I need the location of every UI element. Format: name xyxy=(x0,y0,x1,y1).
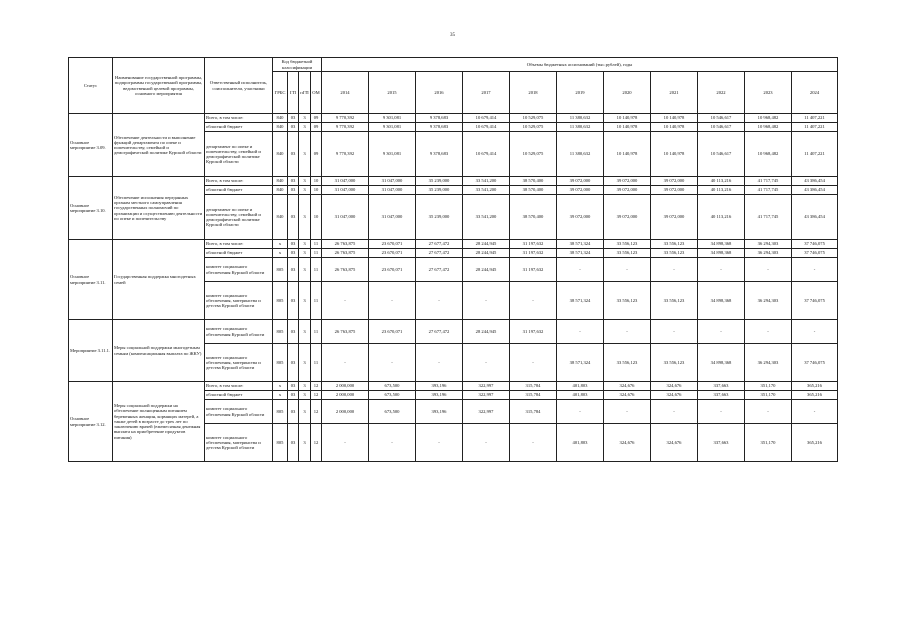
code-cell: 03 xyxy=(288,424,299,462)
value-cell: 365,216 xyxy=(792,382,838,391)
value-cell: - xyxy=(510,424,557,462)
code-cell: 805 xyxy=(273,282,288,320)
code-cell: 11 xyxy=(311,258,322,282)
code-cell: 11 xyxy=(311,344,322,382)
value-cell: 40 113,216 xyxy=(698,177,745,186)
value-cell: 10 679,414 xyxy=(463,132,510,177)
value-cell: - xyxy=(698,320,745,344)
value-cell: 9 378,683 xyxy=(416,123,463,132)
value-cell: 36 294,303 xyxy=(745,344,792,382)
value-cell: - xyxy=(792,258,838,282)
value-cell: 9 378,683 xyxy=(416,114,463,123)
value-cell: 31 047,000 xyxy=(369,177,416,186)
value-cell: 401,803 xyxy=(557,382,604,391)
code-cell: 3 xyxy=(299,132,311,177)
value-cell: 393,196 xyxy=(416,382,463,391)
value-cell: - xyxy=(745,320,792,344)
value-cell: 324,676 xyxy=(651,391,698,400)
value-cell: 23 670,071 xyxy=(369,240,416,249)
value-cell: 11 407,221 xyxy=(792,114,838,123)
value-cell: 43 386,454 xyxy=(792,195,838,240)
value-cell: 401,803 xyxy=(557,391,604,400)
value-cell: 322,997 xyxy=(463,391,510,400)
value-cell: 35 239,000 xyxy=(416,186,463,195)
value-cell: 35 239,000 xyxy=(416,195,463,240)
value-cell: 39 072,000 xyxy=(604,177,651,186)
value-cell: 393,196 xyxy=(416,391,463,400)
code-cell: 805 xyxy=(273,258,288,282)
value-cell: 10 679,414 xyxy=(463,123,510,132)
value-cell: - xyxy=(510,282,557,320)
executor-cell: комитет социального обеспечения Курской области xyxy=(205,258,273,282)
program-name-cell: Обеспечение деятельности и выполнение функций департамента по опеке и попечительству, семейной и демографической политике Курской области xyxy=(113,114,205,177)
page-number: 35 xyxy=(450,33,455,38)
header-year: 2024 xyxy=(792,72,838,114)
header-executor: Ответственный исполнитель, соисполнители, участники xyxy=(205,58,273,114)
value-cell: 40 113,216 xyxy=(698,186,745,195)
code-cell: 03 xyxy=(288,382,299,391)
value-cell: 37 746,075 xyxy=(792,240,838,249)
code-cell: 3 xyxy=(299,282,311,320)
header-status: Статус xyxy=(69,58,113,114)
value-cell: - xyxy=(416,344,463,382)
program-name-cell: Меры социальной поддержки на обеспечение полноценным питанием беременных женщин, кормящих матерей, а также детей в возрасте до трех лет по заключению врачей (ежемесячная денежная выплата на приобретение продуктов питания) xyxy=(113,382,205,462)
value-cell: 38 571,324 xyxy=(557,240,604,249)
header-year: 2021 xyxy=(651,72,698,114)
program-name-cell: Государственная поддержка многодетных семей xyxy=(113,240,205,320)
value-cell: 39 072,000 xyxy=(651,177,698,186)
code-cell: 10 xyxy=(311,195,322,240)
value-cell: 2 000,000 xyxy=(322,400,369,424)
budget-table xyxy=(68,57,838,462)
header-volumes: Объемы бюджетных ассигнований (тыс.рублей), годы xyxy=(322,58,838,72)
value-cell: 673,500 xyxy=(369,400,416,424)
value-cell: - xyxy=(463,344,510,382)
value-cell: 37 746,075 xyxy=(792,282,838,320)
header-year: 2022 xyxy=(698,72,745,114)
code-cell: 03 xyxy=(288,240,299,249)
value-cell: - xyxy=(604,258,651,282)
code-cell: 03 xyxy=(288,320,299,344)
table-row xyxy=(69,177,838,186)
code-cell: 03 xyxy=(288,177,299,186)
value-cell: 11 407,221 xyxy=(792,123,838,132)
code-cell: 3 xyxy=(299,391,311,400)
table-row xyxy=(69,320,838,344)
value-cell: 26 763,875 xyxy=(322,320,369,344)
value-cell: 10 529,075 xyxy=(510,132,557,177)
value-cell: - xyxy=(698,400,745,424)
value-cell: 322,997 xyxy=(463,382,510,391)
code-cell: 840 xyxy=(273,177,288,186)
value-cell: 34 898,368 xyxy=(698,282,745,320)
value-cell: - xyxy=(792,400,838,424)
value-cell: 28 244,945 xyxy=(463,258,510,282)
program-name-cell: Меры социальной поддержки многодетным семьям (компенсационная выплата по ЖКУ) xyxy=(113,320,205,382)
value-cell: 26 763,875 xyxy=(322,249,369,258)
code-cell: 11 xyxy=(311,249,322,258)
value-cell: 351,170 xyxy=(745,382,792,391)
value-cell: 38 571,324 xyxy=(557,282,604,320)
value-cell: 11 380,632 xyxy=(557,114,604,123)
header-code-4: ОМ xyxy=(311,72,322,114)
status-cell: Мероприятие 3.11.1. xyxy=(69,320,113,382)
value-cell: 38 571,324 xyxy=(557,344,604,382)
value-cell: 10 140,978 xyxy=(651,132,698,177)
table-row xyxy=(69,114,838,123)
value-cell: 34 898,368 xyxy=(698,249,745,258)
program-name-cell: Обеспечение исполнения переданных органам местного самоуправления государственных полномочий по организации и осуществлению деятельности по опеке и попечительству xyxy=(113,177,205,240)
value-cell: 11 407,221 xyxy=(792,132,838,177)
value-cell: 10 140,978 xyxy=(604,132,651,177)
value-cell: 10 546,617 xyxy=(698,132,745,177)
code-cell: 840 xyxy=(273,195,288,240)
value-cell: 365,216 xyxy=(792,391,838,400)
code-cell: 3 xyxy=(299,344,311,382)
value-cell: 38 570,400 xyxy=(510,177,557,186)
value-cell: - xyxy=(651,320,698,344)
value-cell: 37 746,075 xyxy=(792,249,838,258)
header-code-3: пГП xyxy=(299,72,311,114)
value-cell: 33 556,123 xyxy=(604,282,651,320)
value-cell: 33 541,200 xyxy=(463,195,510,240)
value-cell: 2 000,000 xyxy=(322,391,369,400)
value-cell: 9 301,081 xyxy=(369,132,416,177)
value-cell: - xyxy=(557,258,604,282)
executor-cell: областной бюджет xyxy=(205,249,273,258)
value-cell: 324,676 xyxy=(651,424,698,462)
executor-cell: департамент по опеке и попечительству, семейной и демографической политике Курской области xyxy=(205,195,273,240)
value-cell: - xyxy=(604,400,651,424)
value-cell: 10 546,617 xyxy=(698,114,745,123)
code-cell: 3 xyxy=(299,195,311,240)
value-cell: 31 047,000 xyxy=(322,186,369,195)
value-cell: 38 571,324 xyxy=(557,249,604,258)
executor-cell: областной бюджет xyxy=(205,391,273,400)
code-cell: 840 xyxy=(273,132,288,177)
code-cell: 3 xyxy=(299,258,311,282)
status-cell: Основное мероприятие 3.09. xyxy=(69,114,113,177)
code-cell: 03 xyxy=(288,186,299,195)
header-year: 2019 xyxy=(557,72,604,114)
code-cell: 03 xyxy=(288,400,299,424)
value-cell: 9 770,392 xyxy=(322,114,369,123)
value-cell: 10 968,482 xyxy=(745,114,792,123)
value-cell: - xyxy=(322,424,369,462)
header-code-1: ГРБС xyxy=(273,72,288,114)
value-cell: 337,663 xyxy=(698,382,745,391)
value-cell: 27 677,472 xyxy=(416,240,463,249)
value-cell: - xyxy=(463,282,510,320)
value-cell: - xyxy=(651,400,698,424)
value-cell: 33 556,123 xyxy=(604,249,651,258)
value-cell: 10 968,482 xyxy=(745,132,792,177)
code-cell: 03 xyxy=(288,123,299,132)
value-cell: 324,676 xyxy=(604,382,651,391)
value-cell: 9 301,081 xyxy=(369,114,416,123)
code-cell: 11 xyxy=(311,240,322,249)
value-cell: - xyxy=(416,282,463,320)
value-cell: 10 546,617 xyxy=(698,123,745,132)
value-cell: 39 072,000 xyxy=(557,177,604,186)
value-cell: 337,663 xyxy=(698,391,745,400)
value-cell: 28 244,945 xyxy=(463,240,510,249)
value-cell: 33 556,123 xyxy=(651,249,698,258)
value-cell: 28 244,945 xyxy=(463,320,510,344)
executor-cell: Всего, в том числе: xyxy=(205,177,273,186)
code-cell: 12 xyxy=(311,382,322,391)
value-cell: 10 679,414 xyxy=(463,114,510,123)
value-cell: 10 140,978 xyxy=(604,123,651,132)
value-cell: 27 677,472 xyxy=(416,249,463,258)
value-cell: - xyxy=(322,282,369,320)
value-cell: 36 294,303 xyxy=(745,249,792,258)
value-cell: 31 197,632 xyxy=(510,249,557,258)
executor-cell: Всего, в том числе: xyxy=(205,114,273,123)
value-cell: 34 898,368 xyxy=(698,240,745,249)
code-cell: 840 xyxy=(273,186,288,195)
value-cell: 10 529,075 xyxy=(510,114,557,123)
value-cell: 351,170 xyxy=(745,424,792,462)
value-cell: - xyxy=(698,258,745,282)
value-cell: 23 670,071 xyxy=(369,258,416,282)
value-cell: 35 239,000 xyxy=(416,177,463,186)
value-cell: 31 047,000 xyxy=(369,195,416,240)
header-year: 2017 xyxy=(463,72,510,114)
code-cell: 3 xyxy=(299,400,311,424)
code-cell: 12 xyxy=(311,400,322,424)
code-cell: 11 xyxy=(311,320,322,344)
code-cell: 03 xyxy=(288,258,299,282)
code-cell: х xyxy=(273,391,288,400)
value-cell: 39 072,000 xyxy=(604,195,651,240)
code-cell: 840 xyxy=(273,114,288,123)
code-cell: 12 xyxy=(311,424,322,462)
code-cell: х xyxy=(273,382,288,391)
code-cell: 805 xyxy=(273,424,288,462)
code-cell: 03 xyxy=(288,391,299,400)
value-cell: 39 072,000 xyxy=(651,186,698,195)
value-cell: 31 047,000 xyxy=(322,195,369,240)
value-cell: 43 386,454 xyxy=(792,177,838,186)
value-cell: 39 072,000 xyxy=(651,195,698,240)
value-cell: 39 072,000 xyxy=(557,186,604,195)
code-cell: 09 xyxy=(311,123,322,132)
value-cell: 26 763,875 xyxy=(322,258,369,282)
value-cell: - xyxy=(792,320,838,344)
executor-cell: департамент по опеке и попечительству, семейной и демографической политике Курской области xyxy=(205,132,273,177)
code-cell: 03 xyxy=(288,344,299,382)
value-cell: 673,500 xyxy=(369,382,416,391)
value-cell: 31 197,632 xyxy=(510,258,557,282)
value-cell: 315,784 xyxy=(510,400,557,424)
code-cell: х xyxy=(273,249,288,258)
code-cell: 09 xyxy=(311,132,322,177)
code-cell: 03 xyxy=(288,195,299,240)
value-cell: - xyxy=(557,320,604,344)
status-cell: Основное мероприятие 3.12. xyxy=(69,382,113,462)
value-cell: 11 380,632 xyxy=(557,132,604,177)
header-year: 2020 xyxy=(604,72,651,114)
value-cell: 673,500 xyxy=(369,391,416,400)
value-cell: - xyxy=(745,258,792,282)
header-year: 2015 xyxy=(369,72,416,114)
value-cell: 324,676 xyxy=(651,382,698,391)
value-cell: 9 770,392 xyxy=(322,123,369,132)
code-cell: 3 xyxy=(299,424,311,462)
value-cell: 28 244,945 xyxy=(463,249,510,258)
value-cell: 33 556,123 xyxy=(651,240,698,249)
value-cell: 10 140,978 xyxy=(651,114,698,123)
header-year: 2023 xyxy=(745,72,792,114)
executor-cell: Всего, в том числе: xyxy=(205,240,273,249)
code-cell: 12 xyxy=(311,391,322,400)
value-cell: 33 541,200 xyxy=(463,177,510,186)
value-cell: 33 541,200 xyxy=(463,186,510,195)
value-cell: 322,997 xyxy=(463,400,510,424)
value-cell: 27 677,472 xyxy=(416,320,463,344)
executor-cell: комитет социального обеспечения Курской области xyxy=(205,320,273,344)
status-cell: Основное мероприятие 3.10. xyxy=(69,177,113,240)
value-cell: 33 556,123 xyxy=(651,282,698,320)
executor-cell: комитет социального обеспечения, материнства и детства Курской области xyxy=(205,424,273,462)
header-name: Наименование государственной программы, подпрограммы государственной программы, ведомственной целевой программы, основного мероприятия xyxy=(113,58,205,114)
code-cell: 3 xyxy=(299,186,311,195)
value-cell: 37 746,075 xyxy=(792,344,838,382)
value-cell: 337,663 xyxy=(698,424,745,462)
value-cell: 34 898,368 xyxy=(698,344,745,382)
code-cell: 3 xyxy=(299,249,311,258)
executor-cell: комитет социального обеспечения, материнства и детства Курской области xyxy=(205,344,273,382)
code-cell: 805 xyxy=(273,400,288,424)
value-cell: 315,784 xyxy=(510,382,557,391)
code-cell: 03 xyxy=(288,249,299,258)
value-cell: 43 386,454 xyxy=(792,186,838,195)
value-cell: 10 140,978 xyxy=(604,114,651,123)
status-cell: Основное мероприятие 3.11. xyxy=(69,240,113,320)
code-cell: 03 xyxy=(288,282,299,320)
value-cell: 324,676 xyxy=(604,424,651,462)
value-cell: 365,216 xyxy=(792,424,838,462)
code-cell: 11 xyxy=(311,282,322,320)
table-row xyxy=(69,240,838,249)
value-cell: 36 294,303 xyxy=(745,282,792,320)
code-cell: 03 xyxy=(288,132,299,177)
code-cell: х xyxy=(273,240,288,249)
value-cell: - xyxy=(604,320,651,344)
value-cell: 393,196 xyxy=(416,400,463,424)
code-cell: 10 xyxy=(311,177,322,186)
value-cell: 26 763,875 xyxy=(322,240,369,249)
value-cell: 33 556,123 xyxy=(604,240,651,249)
value-cell: 39 072,000 xyxy=(604,186,651,195)
value-cell: 31 047,000 xyxy=(322,177,369,186)
executor-cell: комитет социального обеспечения Курской области xyxy=(205,400,273,424)
code-cell: 3 xyxy=(299,240,311,249)
value-cell: 41 717,745 xyxy=(745,186,792,195)
value-cell: - xyxy=(416,424,463,462)
code-cell: 805 xyxy=(273,320,288,344)
value-cell: - xyxy=(651,258,698,282)
value-cell: 39 072,000 xyxy=(557,195,604,240)
value-cell: 31 197,632 xyxy=(510,320,557,344)
value-cell: - xyxy=(463,424,510,462)
value-cell: 41 717,745 xyxy=(745,195,792,240)
value-cell: 324,676 xyxy=(604,391,651,400)
value-cell: 9 301,081 xyxy=(369,123,416,132)
code-cell: 3 xyxy=(299,114,311,123)
value-cell: - xyxy=(369,344,416,382)
header-year: 2014 xyxy=(322,72,369,114)
value-cell: 27 677,472 xyxy=(416,258,463,282)
code-cell: 09 xyxy=(311,114,322,123)
value-cell: 33 556,123 xyxy=(651,344,698,382)
value-cell: - xyxy=(322,344,369,382)
value-cell: 33 556,123 xyxy=(604,344,651,382)
value-cell: 11 380,632 xyxy=(557,123,604,132)
value-cell: 10 140,978 xyxy=(651,123,698,132)
value-cell: 315,784 xyxy=(510,391,557,400)
value-cell: 2 000,000 xyxy=(322,382,369,391)
code-cell: 3 xyxy=(299,382,311,391)
value-cell: 401,803 xyxy=(557,424,604,462)
code-cell: 10 xyxy=(311,186,322,195)
value-cell: - xyxy=(557,400,604,424)
executor-cell: областной бюджет xyxy=(205,123,273,132)
value-cell: - xyxy=(369,282,416,320)
value-cell: - xyxy=(510,344,557,382)
header-year: 2016 xyxy=(416,72,463,114)
code-cell: 3 xyxy=(299,123,311,132)
code-cell: 03 xyxy=(288,114,299,123)
value-cell: 31 047,000 xyxy=(369,186,416,195)
value-cell: 41 717,745 xyxy=(745,177,792,186)
code-cell: 840 xyxy=(273,123,288,132)
value-cell: 36 294,303 xyxy=(745,240,792,249)
value-cell: 10 529,075 xyxy=(510,123,557,132)
value-cell: 38 570,400 xyxy=(510,186,557,195)
value-cell: 23 670,071 xyxy=(369,320,416,344)
value-cell: 23 670,071 xyxy=(369,249,416,258)
value-cell: 9 770,392 xyxy=(322,132,369,177)
header-code-group: Код бюджетной классификации xyxy=(273,58,322,72)
header-code-2: ГП xyxy=(288,72,299,114)
header-year: 2018 xyxy=(510,72,557,114)
code-cell: 805 xyxy=(273,344,288,382)
code-cell: 3 xyxy=(299,177,311,186)
table-row xyxy=(69,382,838,391)
executor-cell: областной бюджет xyxy=(205,186,273,195)
value-cell: 31 197,632 xyxy=(510,240,557,249)
value-cell: - xyxy=(745,400,792,424)
code-cell: 3 xyxy=(299,320,311,344)
value-cell: 9 378,683 xyxy=(416,132,463,177)
value-cell: 10 968,482 xyxy=(745,123,792,132)
value-cell: 351,170 xyxy=(745,391,792,400)
value-cell: - xyxy=(369,424,416,462)
executor-cell: Всего, в том числе: xyxy=(205,382,273,391)
value-cell: 40 113,216 xyxy=(698,195,745,240)
executor-cell: комитет социального обеспечения, материнства и детства Курской области xyxy=(205,282,273,320)
value-cell: 38 570,400 xyxy=(510,195,557,240)
